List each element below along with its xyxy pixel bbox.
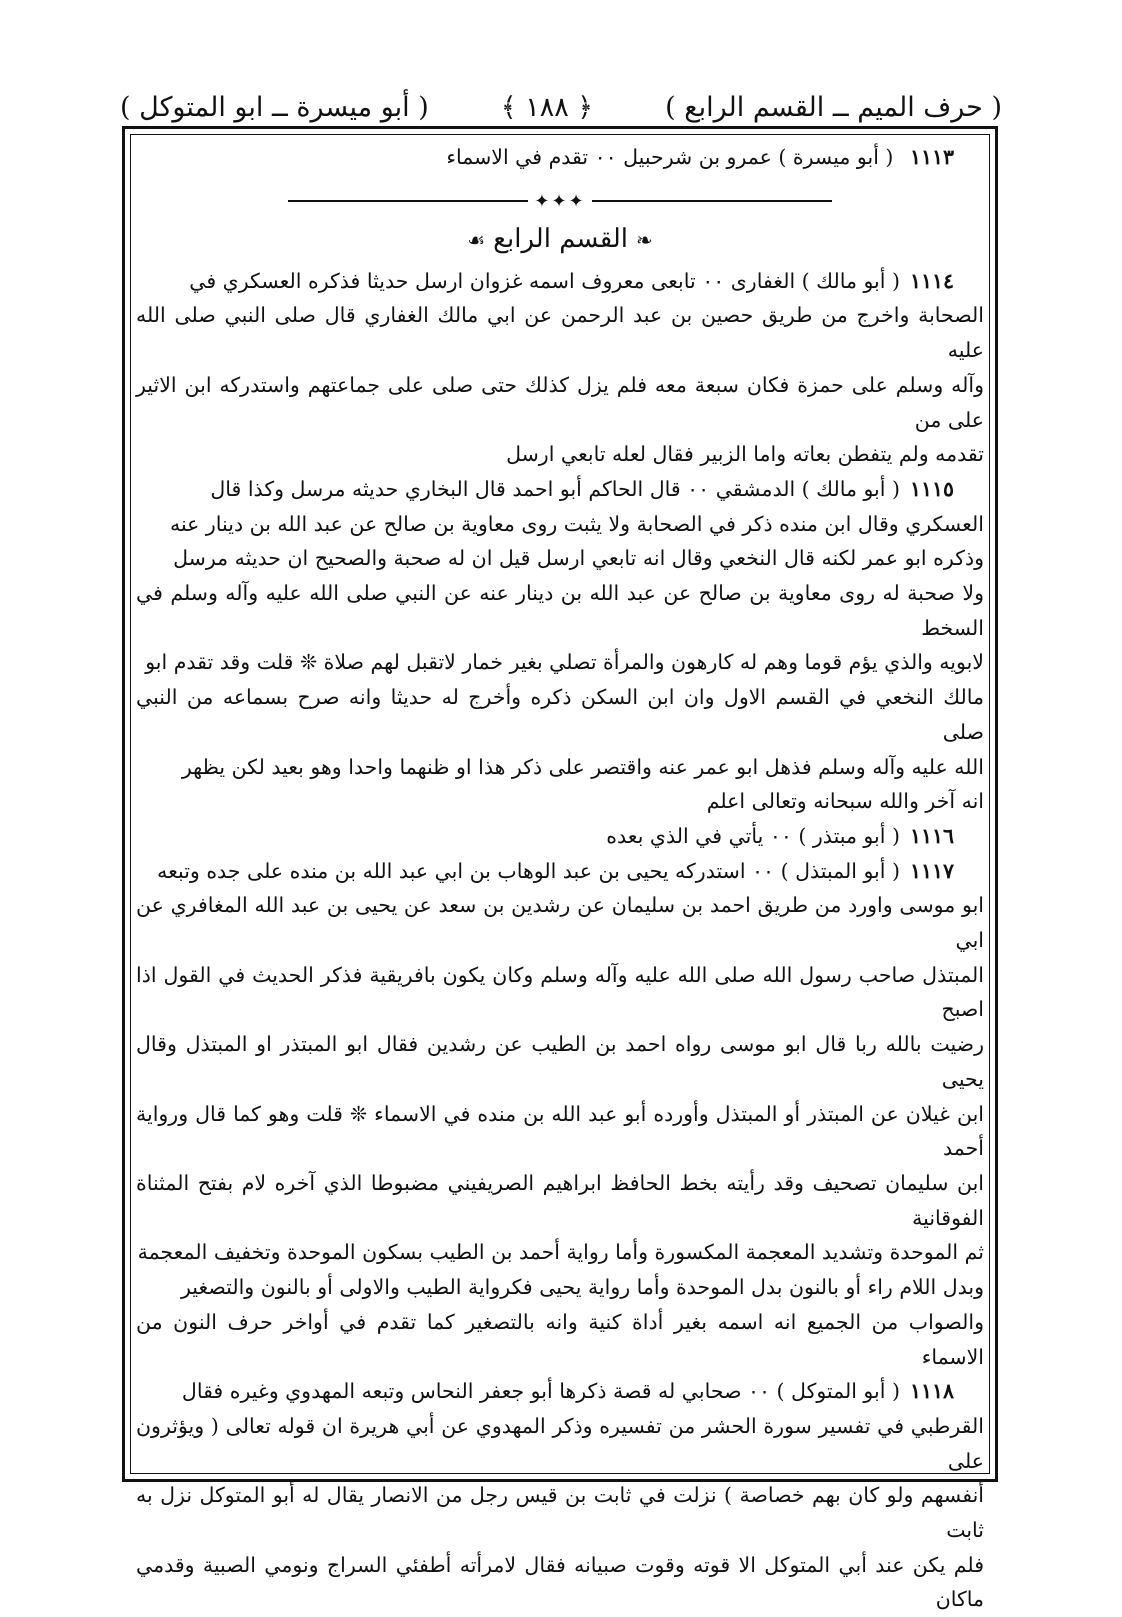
entry-line: ( أبو مبتذر ) ٠٠ يأتي في الذي بعده [606, 823, 900, 848]
entry-number: ١١١٥ [909, 476, 954, 501]
entry-1116 [136, 819, 984, 854]
divider-line [592, 200, 832, 202]
entry-line: ولا صحبة له روى معاوية بن صالح عن عبد الله بن دينار عنه عن النبي صلى الله عليه وآله وسلم في السخط [136, 581, 984, 640]
page-header [120, 84, 1002, 130]
entry-text: ( أبو ميسرة ) عمرو بن شرحبيل ٠٠ تقدم في الاسماء [446, 145, 894, 169]
entry-line: الله عليه وآله وسلم فذهل ابو عمر عنه واقتصر على ذكر هذا او ظنهما واحدا وهو بعيد لكن يظهر [181, 754, 984, 779]
section-title [136, 224, 984, 254]
entry-line: ابو موسى واورد من طريق احمد بن سليمان عن رشدين بن سعد عن يحيى بن عبد الله المغافري عن ابي [136, 893, 984, 953]
header-right: ( حرف الميم ــ القسم الرابع ) [665, 91, 1002, 123]
ornament-mark-icon: ☙ [467, 227, 486, 252]
entry-1118 [136, 1374, 984, 1617]
entry [136, 140, 984, 175]
entry-line: أنفسهم ولو كان بهم خصاصة ) نزلت في ثابت بن قيس رجل من الانصار يقال له أبو المتوكل نزل به ثابت [136, 1483, 984, 1543]
entry-line: ثم الموحدة وتشديد المعجمة المكسورة وأما رواية أحمد بن الطيب بسكون الموحدة وتخفيف المعجمة [137, 1240, 984, 1265]
entry-line: ابن غيلان عن المبتذر أو المبتذل وأورده أبو عبد الله بن منده في الاسماء ❊ قلت وهو كما قال ورواية أحمد [136, 1101, 984, 1161]
entry-line: العسكري وقال ابن منده ذكر في الصحابة ولا يثبت روى معاوية بن صالح عن عبد الله بن دينار عنه [169, 511, 984, 536]
entry-number: ١١١٦ [909, 823, 954, 848]
entry-line: وآله وسلم على حمزة فكان سبعة معه فلم يزل كذلك حتى صلى على جماعتهم واستدركه ابن الاثير على من [136, 372, 984, 432]
entry-line: وبدل اللام راء أو بالنون بدل الموحدة وأما رواية يحيى فكرواية الطيب والاولى أو بالنون والتصغير [180, 1275, 984, 1300]
entry-line: ابن سليمان تصحيف وقد رأيته بخط الحافظ ابراهيم الصريفيني مضبوطا الذي آخره لام بفتح المثناة الفوقانية [136, 1170, 984, 1230]
entry-line: وذكره ابو عمر لكنه قال النخعي وقال انه تابعي ارسل قيل ان له صحبة والصحيح ان حديثه مرسل [173, 546, 984, 571]
page-body [136, 140, 984, 1612]
divider-line [288, 200, 528, 202]
entry-line: فلم يكن عند أبي المتوكل الا قوته وقوت صبيانه فقال لامرأته أطفئي السراج ونومي الصبية وقدمي ماكان [136, 1552, 984, 1612]
header-left: ( أبو ميسرة ــ ابو المتوكل ) [120, 91, 429, 123]
entry-number: ١١١٨ [909, 1379, 954, 1404]
entry-line: لابويه والذي يؤم قوما وهم له كارهون والمرأة تصلي بغير خمار لاتقبل لهم صلاة ❊ قلت وقد تقدم ابو [145, 650, 984, 675]
entry-number: ١١١٣ [909, 145, 954, 169]
entry-line: ( أبو المبتذل ) ٠٠ استدركه يحيى بن عبد الوهاب بن ابي عبد الله بن منده على جده وتبعه [157, 858, 900, 883]
entry-line: ( أبو مالك ) الغفاری ٠٠ تابعی معروف اسمه غزوان ارسل حديثا فذكره العسكري في [189, 268, 900, 293]
entry-line: ( أبو المتوكل ) ٠٠ صحابي له قصة ذكرها أبو جعفر النحاس وتبعه المهدوي وغيره فقال [181, 1379, 900, 1404]
ornament-icon: ✦✦✦ [534, 190, 586, 212]
entry-line: انه آخر والله سبحانه وتعالى اعلم [706, 789, 984, 814]
entry-1114 [136, 264, 984, 472]
entry-line: الصحابة واخرج من طريق حصين بن عبد الرحمن عن ابي مالك الغفاري قال صلى النبي صلى الله عليه [136, 303, 984, 363]
entry-line: مالك النخعي في القسم الاول وان ابن السكن ذكره وأخرج له حديثا وانه صرح بسماعه من النبي صلى [136, 685, 984, 744]
entry-1117 [136, 854, 984, 1375]
ornament-mark-icon: ❧ [636, 227, 653, 252]
entry-number: ١١١٧ [909, 858, 954, 883]
entry-line: المبتذل صاحب رسول الله صلى الله عليه وآله وسلم وكان يكون بافريقية فذكر الحديث في القول اذا اصبح [136, 962, 984, 1022]
ornament-divider [136, 191, 984, 212]
entry-line: تقدمه ولم يتفطن بعاته واما الزبير فقال لعله تابعي ارسل [506, 442, 984, 467]
entry-line: رضيت بالله ربا قال ابو موسى رواه احمد بن الطيب عن رشدين فقال ابو المبتذر او المبتذل وقال يحيى [136, 1032, 984, 1091]
entry-line: ( أبو مالك ) الدمشقي ٠٠ قال الحاكم أبو احمد قال البخاري حديثه مرسل وكذا قال [210, 476, 900, 501]
page-number: ﴿ ١٨٨ ﴾ [500, 91, 594, 123]
entry-number: ١١١٤ [909, 268, 954, 293]
entry-1115 [136, 472, 984, 819]
entry-line: القرطبي في تفسير سورة الحشر من تفسيره وذكر المهدوي عن أبي هريرة ان قوله تعالى ( ويؤثرون على [136, 1413, 984, 1473]
entry-line: والصواب من الجميع انه اسمه بغير أداة كنية وانه بالتصغير كما تقدم في أواخر حرف النون من الاسماء [136, 1309, 984, 1369]
section-title-text: القسم الرابع [493, 223, 629, 254]
